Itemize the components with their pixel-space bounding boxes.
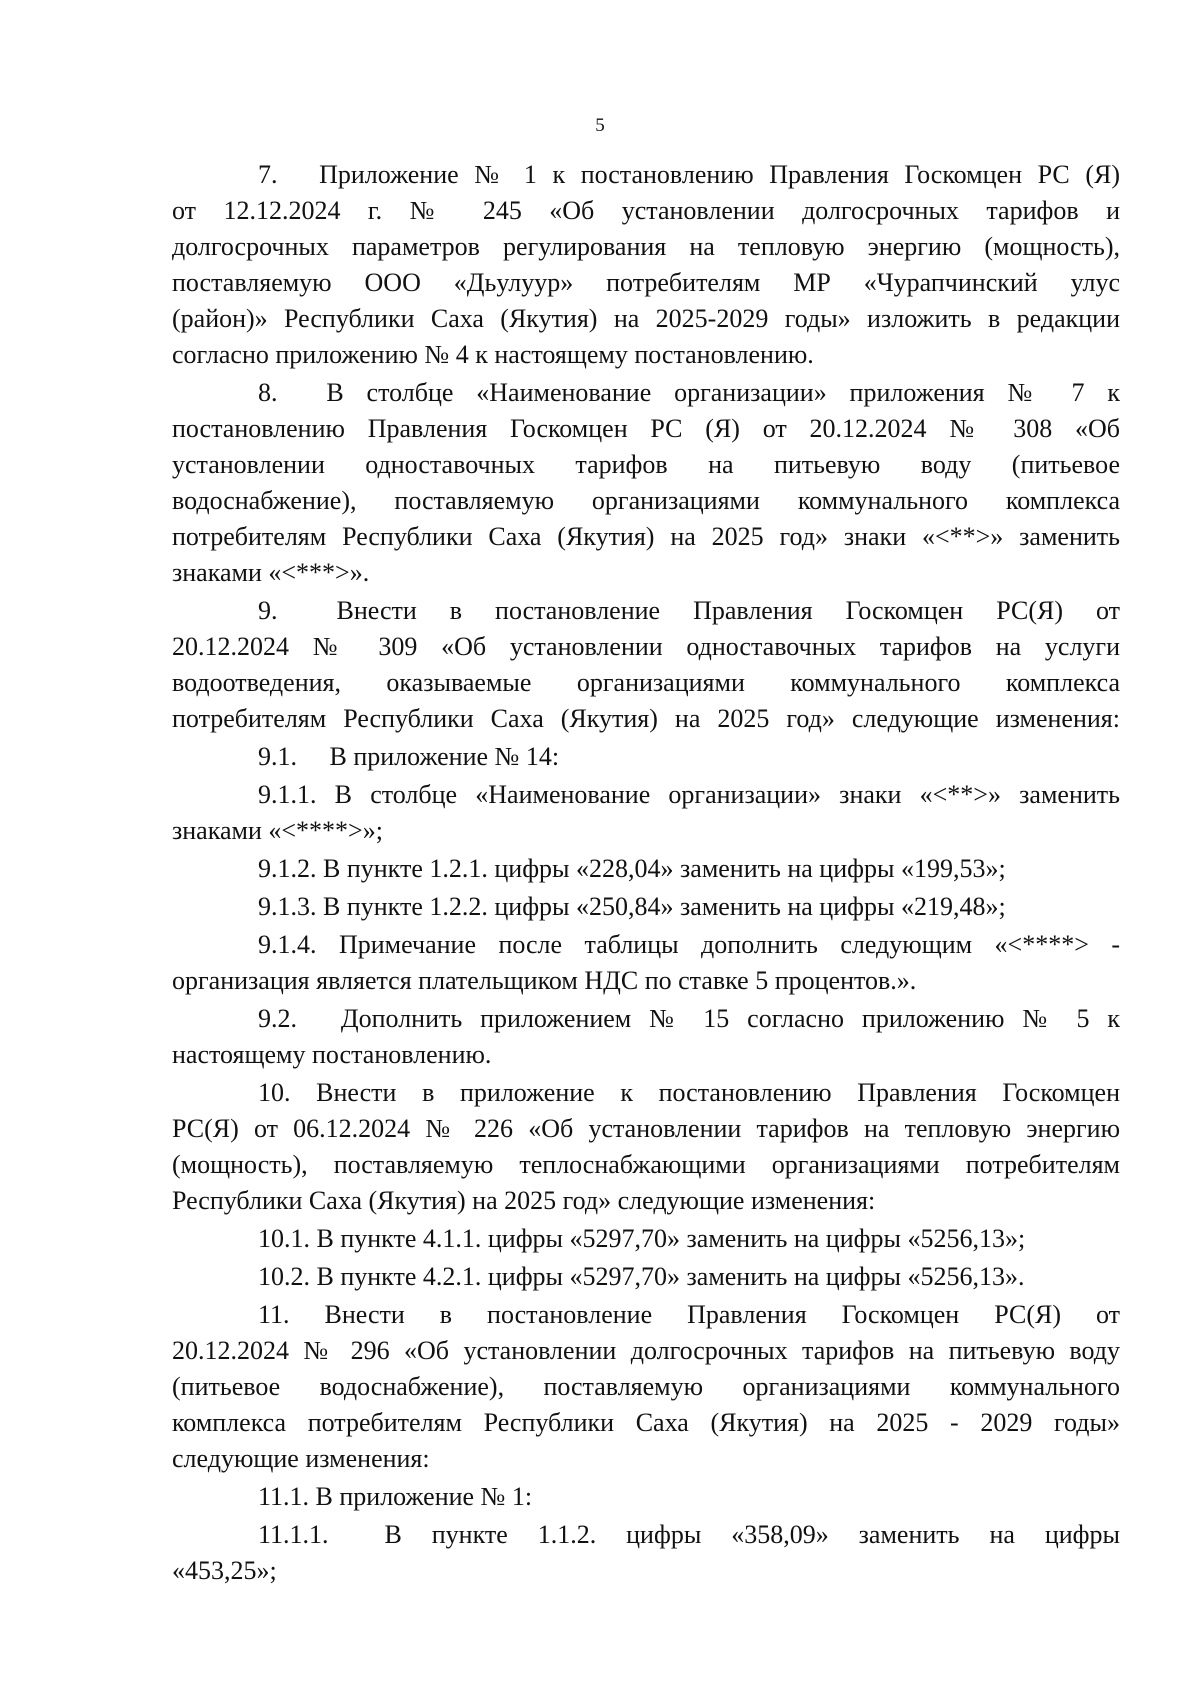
text-line: 10.1. В пункте 4.1.1. цифры «5297,70» заменить на цифры «5256,13»;	[258, 1224, 1026, 1253]
text-line: следующие изменения:	[172, 1444, 430, 1473]
paragraph-9-1-3	[172, 889, 1120, 925]
page-number: 5	[595, 115, 605, 136]
text-line: знаками «<***>».	[172, 558, 370, 587]
text-line: согласно приложению № 4 к настоящему постановлению.	[172, 340, 814, 369]
text-line: 7. Приложение № 1 к постановлению Правления Госкомцен РС (Я)	[258, 160, 1120, 189]
paragraph-10-2	[172, 1259, 1120, 1295]
text-line: долгосрочных параметров регулирования на тепловую энергию (мощность),	[172, 232, 1120, 261]
text-line: 9.1.3. В пункте 1.2.2. цифры «250,84» заменить на цифры «219,48»;	[258, 892, 1006, 921]
text-line: 20.12.2024 № 296 «Об установлении долгосрочных тарифов на питьевую воду	[172, 1336, 1120, 1365]
text-line: 20.12.2024 № 309 «Об установлении одноставочных тарифов на услуги	[172, 632, 1120, 661]
paragraph-9	[172, 593, 1120, 737]
text-line: 9.1. В приложение № 14:	[258, 742, 560, 771]
paragraph-11	[172, 1297, 1120, 1477]
paragraph-11-1	[172, 1479, 1120, 1515]
text-line: поставляемую ООО «Дьулуур» потребителям МР «Чурапчинский улус	[172, 268, 1120, 297]
text-line: знаками «<****>»;	[172, 816, 383, 845]
paragraph-9-1	[172, 739, 1120, 775]
paragraph-9-1-4	[172, 927, 1120, 999]
text-line: организация является плательщиком НДС по ставке 5 процентов.».	[172, 966, 917, 995]
text-line: «453,25»;	[172, 1556, 277, 1585]
text-line: 9.1.2. В пункте 1.2.1. цифры «228,04» заменить на цифры «199,53»;	[258, 854, 1006, 883]
text-line: 9.1.4. Примечание после таблицы дополнить следующим «<****> -	[258, 930, 1120, 959]
paragraph-8	[172, 375, 1120, 591]
text-line: 10. Внести в приложение к постановлению Правления Госкомцен	[258, 1078, 1120, 1107]
paragraph-11-1-1	[172, 1517, 1120, 1589]
text-line: потребителям Республики Саха (Якутия) на 2025 год» знаки «<**>» заменить	[172, 522, 1120, 551]
paragraph-9-1-2	[172, 851, 1120, 887]
text-line: (питьевое водоснабжение), поставляемую организациями коммунального	[172, 1372, 1120, 1401]
text-line: постановлению Правления Госкомцен РС (Я) от 20.12.2024 № 308 «Об	[172, 414, 1120, 443]
text-line: 9. Внести в постановление Правления Госкомцен РС(Я) от	[258, 596, 1120, 625]
text-line: водоотведения, оказываемые организациями коммунального комплекса	[172, 668, 1120, 697]
text-line: от 12.12.2024 г. № 245 «Об установлении долгосрочных тарифов и	[172, 196, 1120, 225]
text-line: потребителям Республики Саха (Якутия) на 2025 год» следующие изменения:	[172, 704, 1120, 733]
text-line: 9.1.1. В столбце «Наименование организации» знаки «<**>» заменить	[258, 780, 1120, 809]
text-line: 9.2. Дополнить приложением № 15 согласно приложению № 5 к	[258, 1004, 1120, 1033]
document-body	[172, 157, 1120, 1591]
text-line: комплекса потребителям Республики Саха (Якутия) на 2025 - 2029 годы»	[172, 1408, 1120, 1437]
text-line: 8. В столбце «Наименование организации» приложения № 7 к	[258, 378, 1120, 407]
text-line: (район)» Республики Саха (Якутия) на 2025-2029 годы» изложить в редакции	[172, 304, 1120, 333]
paragraph-10-1	[172, 1221, 1120, 1257]
text-line: водоснабжение), поставляемую организациями коммунального комплекса	[172, 486, 1120, 515]
text-line: РС(Я) от 06.12.2024 № 226 «Об установлении тарифов на тепловую энергию	[172, 1114, 1120, 1143]
paragraph-9-2	[172, 1001, 1120, 1073]
paragraph-10	[172, 1075, 1120, 1219]
text-line: 10.2. В пункте 4.2.1. цифры «5297,70» заменить на цифры «5256,13».	[258, 1262, 1025, 1291]
text-line: 11.1.1. В пункте 1.1.2. цифры «358,09» заменить на цифры	[258, 1520, 1120, 1549]
text-line: 11.1. В приложение № 1:	[258, 1482, 533, 1511]
text-line: 11. Внести в постановление Правления Госкомцен РС(Я) от	[258, 1300, 1120, 1329]
text-line: (мощность), поставляемую теплоснабжающими организациями потребителям	[172, 1150, 1120, 1179]
text-line: Республики Саха (Якутия) на 2025 год» следующие изменения:	[172, 1186, 876, 1215]
text-line: настоящему постановлению.	[172, 1040, 492, 1069]
paragraph-9-1-1	[172, 777, 1120, 849]
text-line: установлении одноставочных тарифов на питьевую воду (питьевое	[172, 450, 1120, 479]
paragraph-7	[172, 157, 1120, 373]
